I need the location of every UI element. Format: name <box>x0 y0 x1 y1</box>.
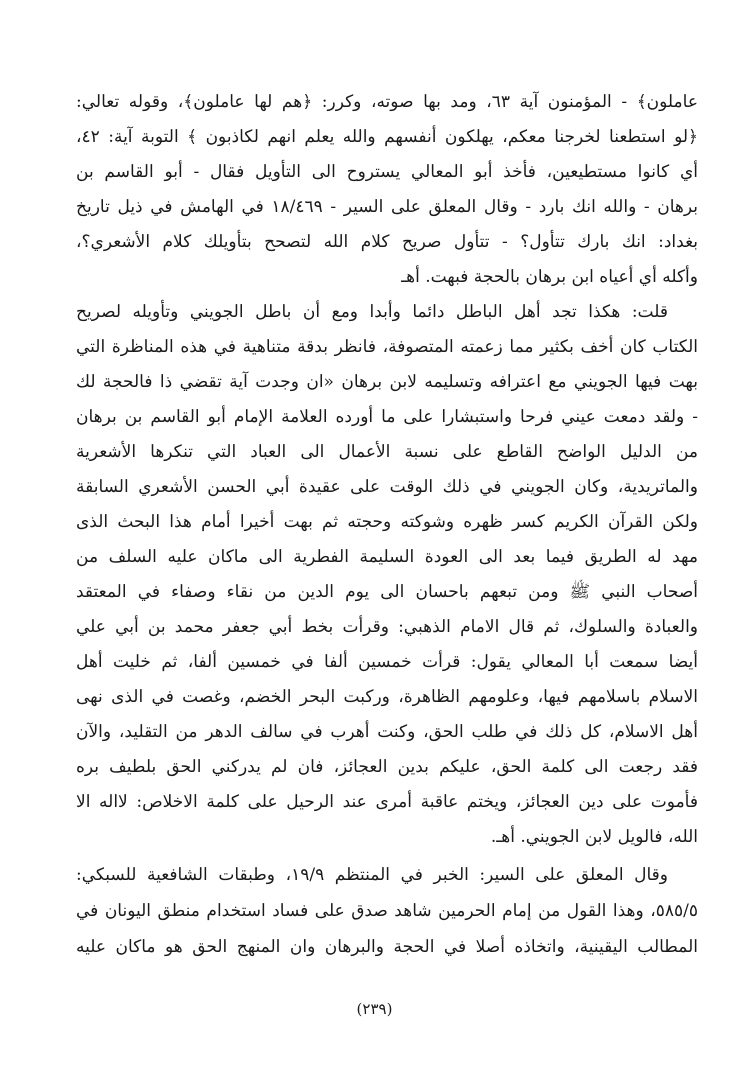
text-line: بغداد: انك بارك تتأول؟ - تتأول صريح كلام الله لتصحح بتأويلك كلام الأشعري؟، <box>76 232 698 252</box>
text-line: بهت فيها الجويني مع اعترافه وتسليمه لابن برهان «ان وجدت آية تقضي ذا فالحجة لك <box>76 372 698 392</box>
text-line: والعبادة والسلوك، ثم قال الامام الذهبي: وقرأت بخط أبي جعفر محمد بن أبي علي <box>76 617 698 637</box>
text-line: وأكله أي أعياه ابن برهان بالحجة فبهت. أهـ <box>401 267 698 287</box>
page-number: (٢٣٩) <box>356 1000 393 1018</box>
text-line: فقد رجعت الى كلمة الحق، عليكم بدين العجائز، فان لم يدركني الحق بلطيف بره <box>76 757 698 777</box>
text-line: أهل الاسلام، كل ذلك في طلب الحق، وكنت أهرب في سالف الدهر من التقليد، والآن <box>76 722 698 742</box>
text-line: قلت: هكذا تجد أهل الباطل دائما وأبدا ومع أن باطل الجويني وتأويله لصريح <box>76 302 668 322</box>
text-line: الكتاب كان أخف بكثير مما زعمته المتصوفة، فانظر بدقة متناهية في هذه المناظرة التي <box>76 337 698 357</box>
text-line: فأموت على دين العجائز، ويختم عاقبة أمرى عند الرحيل على كلمة الاخلاص: لااله الا <box>76 792 698 812</box>
text-line: والماتريدية، وكان الجويني في ذلك الوقت على عقيدة أبي الحسن الأشعري السابقة <box>76 477 698 497</box>
text-line: - ولقد دمعت عيني فرحا واستبشارا على ما أورده العلامة الإمام أبو القاسم بن برهان <box>76 407 698 427</box>
text-line: وقال المعلق على السير: الخبر في المنتظم ١٩/٩، وطبقات الشافعية للسبكي: <box>76 865 668 885</box>
text-line: من الدليل الواضح القاطع على نسبة الأعمال الى العباد التي تنكرها الأشعرية <box>76 442 698 462</box>
text-line: أيضا سمعت أبا المعالي يقول: قرأت خمسين ألفا في خمسين ألفا، ثم خليت أهل <box>76 652 698 672</box>
text-line: المطالب اليقينية، واتخاذه أصلا في الحجة والبرهان وان المنهج الحق هو ماكان عليه <box>76 937 698 957</box>
text-line: أصحاب النبي ﷺ ومن تبعهم باحسان الى يوم الدين من نقاء وصفاء في المعتقد <box>76 582 698 602</box>
text-line: الله، فالويل لابن الجويني. أهـ. <box>490 827 698 847</box>
text-line: أي كانوا مستطيعين، فأخذ أبو المعالي يستروح الى التأويل فقال - أبو القاسم بن <box>76 162 698 182</box>
text-line: ﴿لو استطعنا لخرجنا معكم، يهلكون أنفسهم والله يعلم انهم لكاذبون ﴾ التوبة آية: ٤٢، <box>76 127 698 147</box>
text-line: ولكن القرآن الكريم كسر ظهره وشوكته وحجته ثم بهت أخيرا أمام هذا البحث الذى <box>76 512 698 532</box>
text-line: برهان - والله انك بارد - وقال المعلق على السير - ١٨/٤٦٩ في الهامش في ذيل تاريخ <box>76 197 698 217</box>
text-line: مهد له الطريق فيما بعد الى العودة السليمة الفطرية الى ماكان عليه السلف من <box>76 547 698 567</box>
text-line: الاسلام باسلامهم فيها، وعلومهم الظاهرة، وركبت البحر الخضم، وغصت في الذى نهى <box>76 687 698 707</box>
text-line: عاملون﴾ - المؤمنون آية ٦٣، ومد بها صوته، وكرر: ﴿هم لها عاملون﴾، وقوله تعالي: <box>76 92 698 112</box>
text-line: ٥٨٥/٥، وهذا القول من إمام الحرمين شاهد صدق على فساد استخدام منطق اليونان في <box>76 901 698 921</box>
